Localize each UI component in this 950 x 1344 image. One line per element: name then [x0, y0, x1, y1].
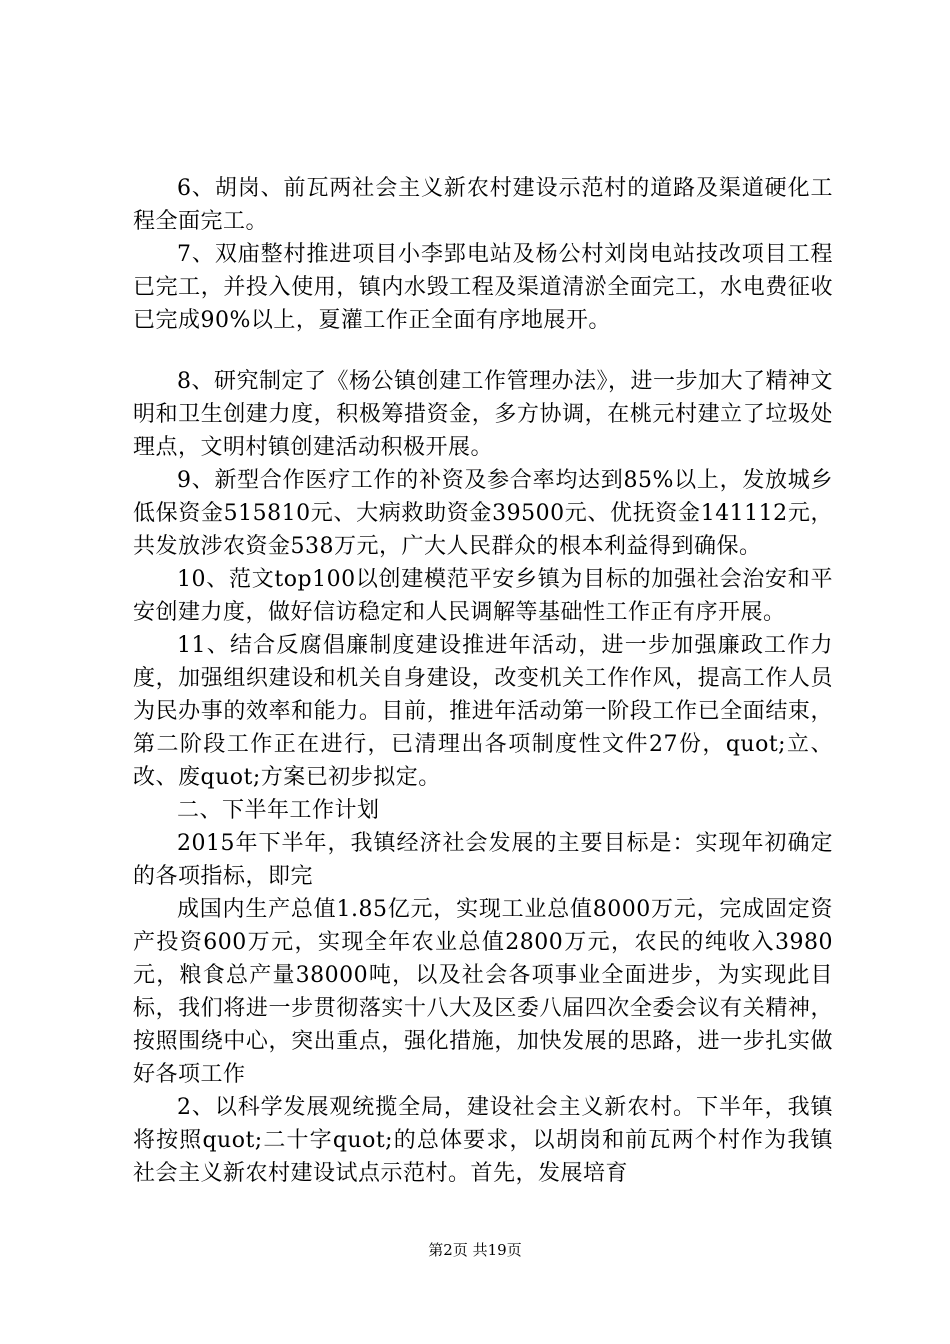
page-footer: 第2页 共19页	[428, 1241, 522, 1259]
document-body	[133, 172, 833, 1190]
paragraph-targets-detail: 成国内生产总值1.85亿元，实现工业总值8000万元，完成固定资产投资600万元，实现全年农业总值2800万元，农民的纯收入3980元，粮食总产量38000吨，以及社会各项事业全面进步，为实现此目标，我们将进一步贯彻落实十八大及区委八届四次全委会议有关精神，按照围绕中心，突出重点，强化措施，加快发展的思路，进一步扎实做好各项工作	[133, 897, 833, 1087]
paragraph-item-7: 7、双庙整村推进项目小李郢电站及杨公村刘岗电站技改项目工程已完工，并投入使用，镇内水毁工程及渠道清淤全面完工，水电费征收已完成90%以上，夏灌工作正全面有序地展开。	[133, 242, 833, 333]
paragraph-item-11: 11、结合反腐倡廉制度建设推进年活动，进一步加强廉政工作力度，加强组织建设和机关自身建设，改变机关工作作风，提高工作人员为民办事的效率和能力。目前，推进年活动第一阶段工作已全面结束，第二阶段工作正在进行，已清理出各项制度性文件27份，quot;立、改、废quot;方案已初步拟定。	[133, 633, 833, 790]
paragraph-item-9: 9、新型合作医疗工作的补资及参合率均达到85%以上，发放城乡低保资金515810元、大病救助资金39500元、优抚资金141112元，共发放涉农资金538万元，广大人民群众的根本利益得到确保。	[133, 468, 833, 559]
paragraph-item-2: 2、以科学发展观统揽全局，建设社会主义新农村。下半年，我镇将按照quot;二十字quot;的总体要求，以胡岗和前瓦两个村作为我镇社会主义新农村建设试点示范村。首先，发展培育	[133, 1095, 833, 1186]
section-heading-work-plan: 二、下半年工作计划	[177, 798, 380, 823]
paragraph-item-10: 10、范文top100以创建模范平安乡镇为目标的加强社会治安和平安创建力度，做好信访稳定和人民调解等基础性工作正有序开展。	[133, 567, 833, 625]
paragraph-item-8: 8、研究制定了《杨公镇创建工作管理办法》，进一步加大了精神文明和卫生创建力度，积极筹措资金，多方协调，在桃元村建立了垃圾处理点，文明村镇创建活动积极开展。	[133, 369, 833, 460]
paragraph-targets-intro: 2015年下半年，我镇经济社会发展的主要目标是：实现年初确定的各项指标，即完	[133, 831, 833, 889]
paragraph-item-6: 6、胡岗、前瓦两社会主义新农村建设示范村的道路及渠道硬化工程全面完工。	[133, 176, 833, 234]
